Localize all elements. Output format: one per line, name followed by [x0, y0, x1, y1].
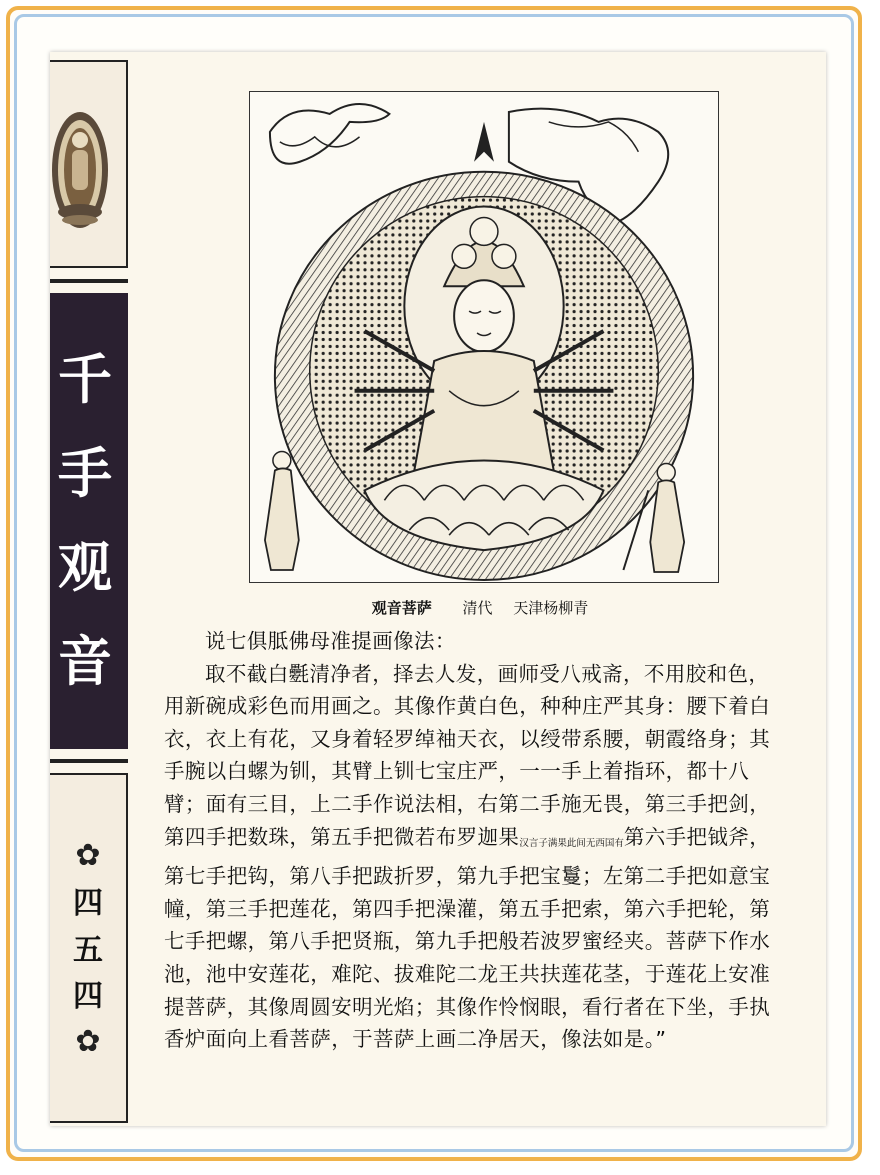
caption-source: 天津杨柳青: [513, 599, 589, 617]
caption-title: 观音菩萨: [371, 599, 432, 617]
caption-period: 清代: [462, 599, 493, 617]
title-char-1: 千: [58, 348, 112, 411]
flower-ornament-icon: ✿: [75, 1023, 101, 1059]
sidebar-page-number: [50, 773, 128, 1123]
body-paragraph: [164, 658, 790, 1056]
avalokiteshvara-thumbnail-icon: [50, 62, 126, 266]
page-number-char: 五: [73, 932, 103, 968]
flower-ornament-icon: ✿: [75, 838, 101, 873]
paragraph-annotation: 汉言子满果此间无西国有: [519, 837, 624, 849]
sidebar-rule: [50, 279, 128, 283]
illustration-caption: [249, 597, 719, 618]
title-char-2: 手: [58, 442, 112, 505]
body-heading-line: 说七俱胝佛母准提画像法：: [205, 629, 456, 653]
body-text: [164, 625, 790, 1056]
sidebar-rule: [50, 759, 128, 763]
sidebar-book-title: [50, 293, 128, 749]
page-number-char: 四: [73, 979, 103, 1014]
sidebar-thumbnail: [50, 60, 128, 268]
title-char-3: 观: [58, 536, 112, 599]
paragraph-rest: 第六手把钺斧，第七手把钩，第八手把跋折罗，第九手把宝鬘；左第二手把如意宝幢，第三手把莲花，第四手把澡灌，第五手把索，第六手把轮，第七手把螺，第八手把贤瓶，第九手把般若波罗蜜经夹。菩萨下作水池，池中安莲花，难陀、拔难陀二龙王共扶莲花茎，于莲花上安准提菩萨，其像周圆安明光焰；其像作怜悯眼，看行者在下坐，手执香炉面向上看菩萨，于菩萨上画二净居天，像法如是。”: [164, 824, 771, 1052]
page-number-char: 四: [73, 886, 103, 921]
guanyin-illustration: [249, 91, 719, 583]
paragraph-main: 取不截白氎清净者，择去人发，画师受八戒斋，不用胶和色，用新碗成彩色而用画之。其像作黄白色，种种庄严其身：腰下着白衣，衣上有花，又身着轻罗绰袖天衣，以绶带系腰，朝霞络身；其手腕以白螺为钏，其臂上钏七宝庄严，一一手上着指环，都十八臂；面有三目，上二手作说法相，右第二手施无畏，第三手把剑，第四手把数珠，第五手把微若布罗迦果: [164, 661, 771, 849]
thousand-armed-guanyin-icon: [250, 92, 718, 582]
title-char-4: 音: [58, 630, 112, 693]
